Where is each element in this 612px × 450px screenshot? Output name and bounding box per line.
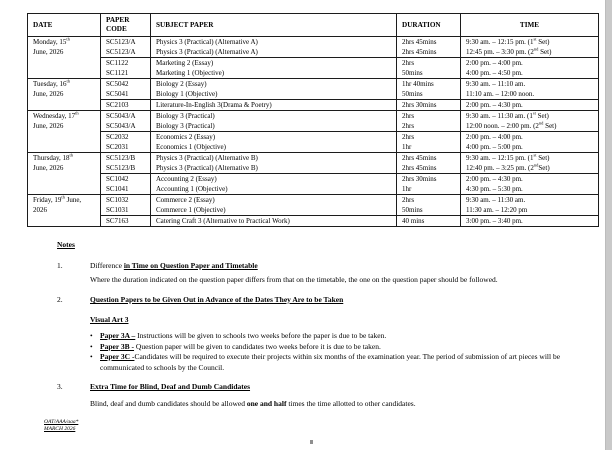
- table-row: [28, 121, 599, 132]
- bullet-paper-3a-label: Paper 3A –: [100, 331, 136, 340]
- time-cell: 9:30 am. – 11:30 am. (1st Set): [461, 111, 599, 122]
- duration-cell: 40 mins: [397, 216, 461, 227]
- note-3-heading: Extra Time for Blind, Deaf and Dumb Candidates: [90, 382, 251, 391]
- subject-paper-cell: Biology 1 (Objective): [151, 89, 397, 100]
- time-cell: 9:30 am. – 11:10 am.: [461, 79, 599, 90]
- time-cell: 4:00 pm. – 5:00 pm.: [461, 142, 599, 153]
- table-row: [28, 47, 599, 58]
- duration-cell: 2hrs 30mins: [397, 100, 461, 111]
- subject-paper-cell: Accounting 1 (Objective): [151, 184, 397, 195]
- table-row: [28, 195, 599, 206]
- bullet-paper-3b-text: [100, 342, 562, 353]
- bullet-paper-3c-label: Paper 3C -: [100, 352, 135, 361]
- bullet-paper-3a: [90, 331, 587, 342]
- bullet-paper-3c: [90, 352, 587, 373]
- time-cell: 11:30 am. – 12:20 pm: [461, 205, 599, 216]
- page-number-mark: [310, 440, 313, 444]
- table-header: [28, 14, 599, 37]
- subject-paper-cell: Marketing 2 (Essay): [151, 58, 397, 69]
- note-1-heading-underlined: in Time on Question Paper and Timetable: [123, 261, 258, 270]
- paper-code-cell: SC7163: [101, 216, 151, 227]
- subject-paper-cell: Commerce 2 (Essay): [151, 195, 397, 206]
- duration-cell: 2hrs 45mins: [397, 47, 461, 58]
- duration-cell: 50mins: [397, 68, 461, 79]
- subject-paper-cell: Accounting 2 (Essay): [151, 174, 397, 185]
- subject-paper-cell: Biology 3 (Practical): [151, 111, 397, 122]
- bullet-paper-3b-label: Paper 3B -: [100, 341, 135, 351]
- date-cell: Monday, 15th June, 2026: [28, 37, 101, 79]
- note-2-heading: Question Papers to be Given Out in Advance of the Dates They Are to be Taken: [90, 295, 344, 304]
- col-header-paper-code: PAPER CODE: [101, 14, 151, 37]
- paper-code-cell: SC1041: [101, 184, 151, 195]
- timetable-body: [28, 37, 599, 227]
- paper-code-cell: SC2031: [101, 142, 151, 153]
- note-1-heading-prefix: Difference: [90, 261, 124, 270]
- time-cell: 12:45 pm. – 3:30 pm. (2nd Set): [461, 47, 599, 58]
- col-header-date: DATE: [28, 14, 101, 37]
- subject-paper-cell: Physics 3 (Practical) (Alternative A): [151, 47, 397, 58]
- paper-code-cell: SC5043/A: [101, 121, 151, 132]
- subject-paper-cell: Physics 3 (Practical) (Alternative B): [151, 153, 397, 164]
- duration-cell: 1hr: [397, 142, 461, 153]
- note-2-subheading: Visual Art 3: [90, 315, 129, 324]
- table-row: [28, 58, 599, 69]
- table-row: [28, 89, 599, 100]
- table-row: [28, 79, 599, 90]
- time-cell: 3:00 pm. – 3:40 pm.: [461, 216, 599, 227]
- table-row: [28, 205, 599, 216]
- duration-cell: 50mins: [397, 89, 461, 100]
- subject-paper-cell: Biology 2 (Essay): [151, 79, 397, 90]
- subject-paper-cell: Physics 3 (Practical) (Alternative A): [151, 37, 397, 48]
- col-header-subject-paper: SUBJECT PAPER: [151, 14, 397, 37]
- paper-code-cell: SC5042: [101, 79, 151, 90]
- note-1-body: Where the duration indicated on the question paper differs from that on the timetable, the one on the question paper should be followed.: [90, 275, 498, 284]
- paper-code-cell: SC1042: [101, 174, 151, 185]
- note-1-heading-row: [57, 261, 587, 271]
- duration-cell: 1hr 40mins: [397, 79, 461, 90]
- bullet-dot-icon: •: [90, 331, 93, 340]
- time-cell: 9:30 am. – 12:15 pm. (1st Set): [461, 37, 599, 48]
- duration-cell: 2hrs 45mins: [397, 37, 461, 48]
- time-cell: 12:00 noon. – 2:00 pm. (2nd Set): [461, 121, 599, 132]
- footer-reference: OAT/AAA/aaa*: [44, 419, 79, 425]
- subject-paper-cell: Catering Craft 3 (Alternative to Practical Work): [151, 216, 397, 227]
- note-1-heading: [90, 261, 587, 271]
- subject-paper-cell: Economics 1 (Objective): [151, 142, 397, 153]
- note-2-number: 2.: [57, 295, 63, 304]
- table-row: [28, 163, 599, 174]
- duration-cell: 2hrs 45mins: [397, 163, 461, 174]
- table-row: [28, 132, 599, 143]
- subject-paper-cell: Commerce 1 (Objective): [151, 205, 397, 216]
- time-cell: 11:10 am. – 12:00 noon.: [461, 89, 599, 100]
- paper-code-cell: SC5123/B: [101, 163, 151, 174]
- table-header-row: [28, 14, 599, 37]
- note-1-number: 1.: [57, 261, 63, 270]
- subject-paper-cell: Literature-In-English 3(Drama & Poetry): [151, 100, 397, 111]
- table-row: [28, 100, 599, 111]
- bullet-paper-3a-desc: Instructions will be given to schools two weeks before the paper is due to be taken.: [135, 331, 387, 340]
- note-3-number: 3.: [57, 382, 63, 391]
- note-3-heading-row: [57, 382, 587, 392]
- paper-code-cell: SC1122: [101, 58, 151, 69]
- date-cell: Friday, 19th June, 2026: [28, 195, 101, 227]
- bullet-paper-3b: [90, 342, 587, 353]
- paper-code-cell: SC2103: [101, 100, 151, 111]
- table-row: [28, 174, 599, 185]
- duration-cell: 2hrs: [397, 121, 461, 132]
- time-cell: 9:30 am. – 11:30 am.: [461, 195, 599, 206]
- table-row: [28, 111, 599, 122]
- duration-cell: 50mins: [397, 205, 461, 216]
- bullet-paper-3c-text: [100, 352, 562, 373]
- col-header-duration: DURATION: [397, 14, 461, 37]
- col-header-time: TIME: [461, 14, 599, 37]
- table-row: [28, 37, 599, 48]
- time-cell: 2:00 pm. – 4:30 pm.: [461, 174, 599, 185]
- notes-section: [57, 240, 587, 409]
- duration-cell: 2hrs 30mins: [397, 174, 461, 185]
- table-row: [28, 142, 599, 153]
- bullet-dot-icon: •: [90, 341, 93, 351]
- time-cell: 4:30 pm. – 5:30 pm.: [461, 184, 599, 195]
- paper-code-cell: SC1121: [101, 68, 151, 79]
- duration-cell: 1hr: [397, 184, 461, 195]
- exam-timetable-table: [27, 13, 599, 227]
- bullet-paper-3b-desc: Question paper will be given to candidates two weeks before it is due to be taken.: [134, 341, 381, 351]
- subject-paper-cell: Physics 3 (Practical) (Alternative B): [151, 163, 397, 174]
- time-cell: 2:00 pm. – 4:00 pm.: [461, 132, 599, 143]
- note-2-heading-row: [57, 295, 587, 305]
- time-cell: 2:00 pm. – 4:30 pm.: [461, 100, 599, 111]
- note-2-bullet-list: [90, 331, 587, 373]
- time-cell: 4:00 pm. – 4:50 pm.: [461, 68, 599, 79]
- note-3-body-suffix: times the time allotted to other candidates.: [286, 399, 416, 408]
- duration-cell: 2hrs: [397, 58, 461, 69]
- table-row: [28, 153, 599, 164]
- subject-paper-cell: Biology 3 (Practical): [151, 121, 397, 132]
- paper-code-cell: SC1031: [101, 205, 151, 216]
- subject-paper-cell: Economics 2 (Essay): [151, 132, 397, 143]
- date-cell: Tuesday, 16th June, 2026: [28, 79, 101, 111]
- paper-code-cell: SC1032: [101, 195, 151, 206]
- document-footer: [44, 419, 78, 433]
- notes-title: Notes: [57, 240, 75, 249]
- bullet-paper-3a-text: [100, 331, 562, 342]
- table-row: [28, 68, 599, 79]
- bullet-dot-icon: •: [90, 352, 93, 361]
- footer-date: MARCH 2026: [44, 426, 76, 432]
- date-cell: Wednesday, 17th June, 2026: [28, 111, 101, 153]
- paper-code-cell: SC5123/A: [101, 47, 151, 58]
- date-cell: Thursday, 18th June, 2026: [28, 153, 101, 195]
- time-cell: 9:30 am. – 12:15 pm. (1st Set): [461, 153, 599, 164]
- table-row: [28, 216, 599, 227]
- paper-code-cell: SC5043/A: [101, 111, 151, 122]
- subject-paper-cell: Marketing 1 (Objective): [151, 68, 397, 79]
- duration-cell: 2hrs: [397, 111, 461, 122]
- viewer-edge-strip: [605, 0, 612, 450]
- duration-cell: 2hrs: [397, 195, 461, 206]
- time-cell: 12:40 pm. – 3:25 pm. (2ndSet): [461, 163, 599, 174]
- bullet-paper-3c-desc: Candidates will be required to execute their projects within six months of the examination year. The period of submission of art pieces will be communicated to schools by the Council.: [100, 352, 561, 372]
- paper-code-cell: SC5041: [101, 89, 151, 100]
- time-cell: 2:00 pm. – 4:00 pm.: [461, 58, 599, 69]
- duration-cell: 2hrs: [397, 132, 461, 143]
- note-3-body-bold: one and half: [246, 399, 287, 408]
- paper-code-cell: SC2032: [101, 132, 151, 143]
- paper-code-cell: SC5123/A: [101, 37, 151, 48]
- note-3-body-prefix: Blind, deaf and dumb candidates should be allowed: [90, 399, 247, 408]
- paper-code-cell: SC5123/B: [101, 153, 151, 164]
- duration-cell: 2hrs 45mins: [397, 153, 461, 164]
- table-row: [28, 184, 599, 195]
- note-3-body: [90, 399, 587, 409]
